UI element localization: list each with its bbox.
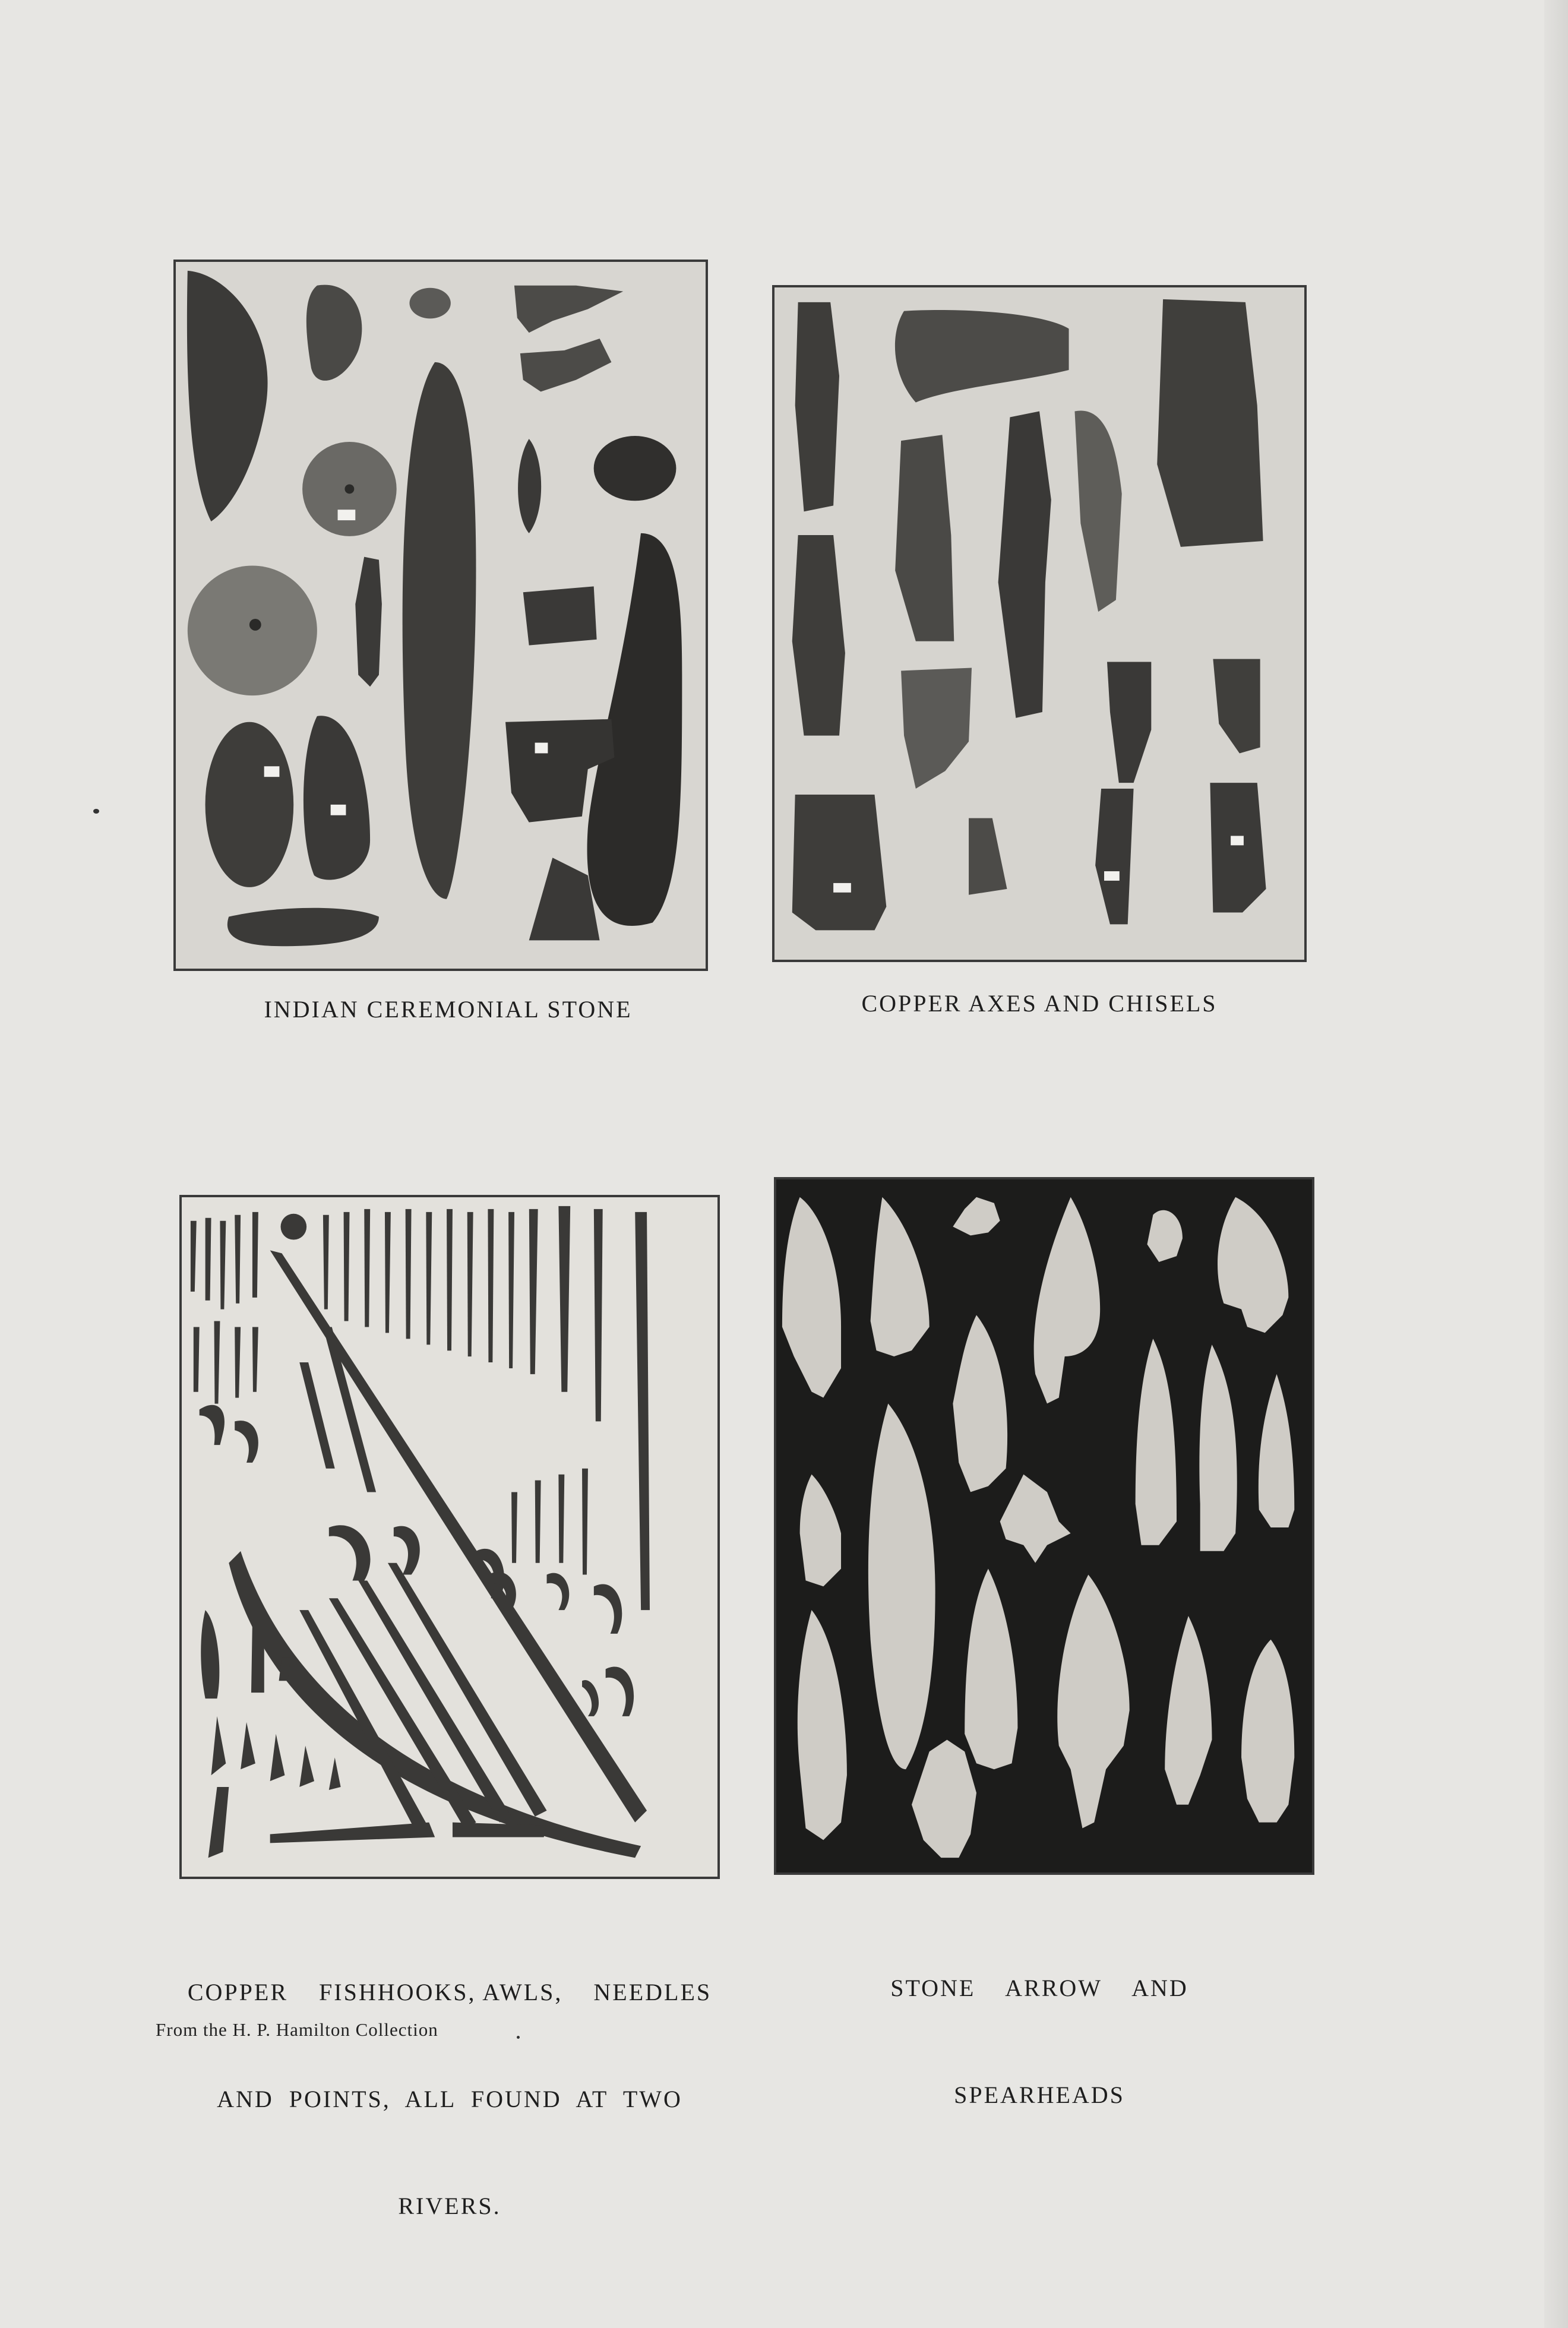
caption-line: COPPER FISHHOOKS, AWLS, NEEDLES	[187, 1979, 712, 2006]
stone-points-illustration	[776, 1179, 1312, 1872]
page-edge	[1544, 0, 1568, 2328]
copper-fishhooks-illustration	[182, 1197, 717, 1877]
caption-line: COPPER AXES AND CHISELS	[861, 990, 1218, 1017]
caption-line: SPEARHEADS	[954, 2082, 1125, 2108]
photo-copper-fishhooks-awls-needles	[179, 1195, 720, 1879]
caption-copper-fishhooks	[156, 1903, 744, 2260]
caption-stone-arrow-and-spearheads	[832, 1899, 1247, 2149]
caption-line: RIVERS.	[398, 2193, 501, 2219]
caption-indian-ceremonial-stone	[173, 992, 723, 1027]
photo-copper-axes-and-chisels	[772, 285, 1307, 962]
print-speck	[517, 2036, 520, 2039]
ceremonial-stone-illustration	[176, 262, 706, 969]
print-speck	[93, 809, 99, 814]
caption-line: AND POINTS, ALL FOUND AT TWO	[217, 2086, 682, 2112]
photo-indian-ceremonial-stone	[173, 260, 708, 971]
caption-copper-axes-and-chisels	[772, 986, 1307, 1021]
photo-stone-arrow-and-spearheads	[774, 1177, 1314, 1875]
caption-line: INDIAN CEREMONIAL STONE	[264, 996, 633, 1023]
collection-credit: From the H. P. Hamilton Collection	[156, 2019, 438, 2040]
caption-line: STONE ARROW AND	[890, 1975, 1188, 2001]
copper-axes-illustration	[774, 287, 1304, 960]
